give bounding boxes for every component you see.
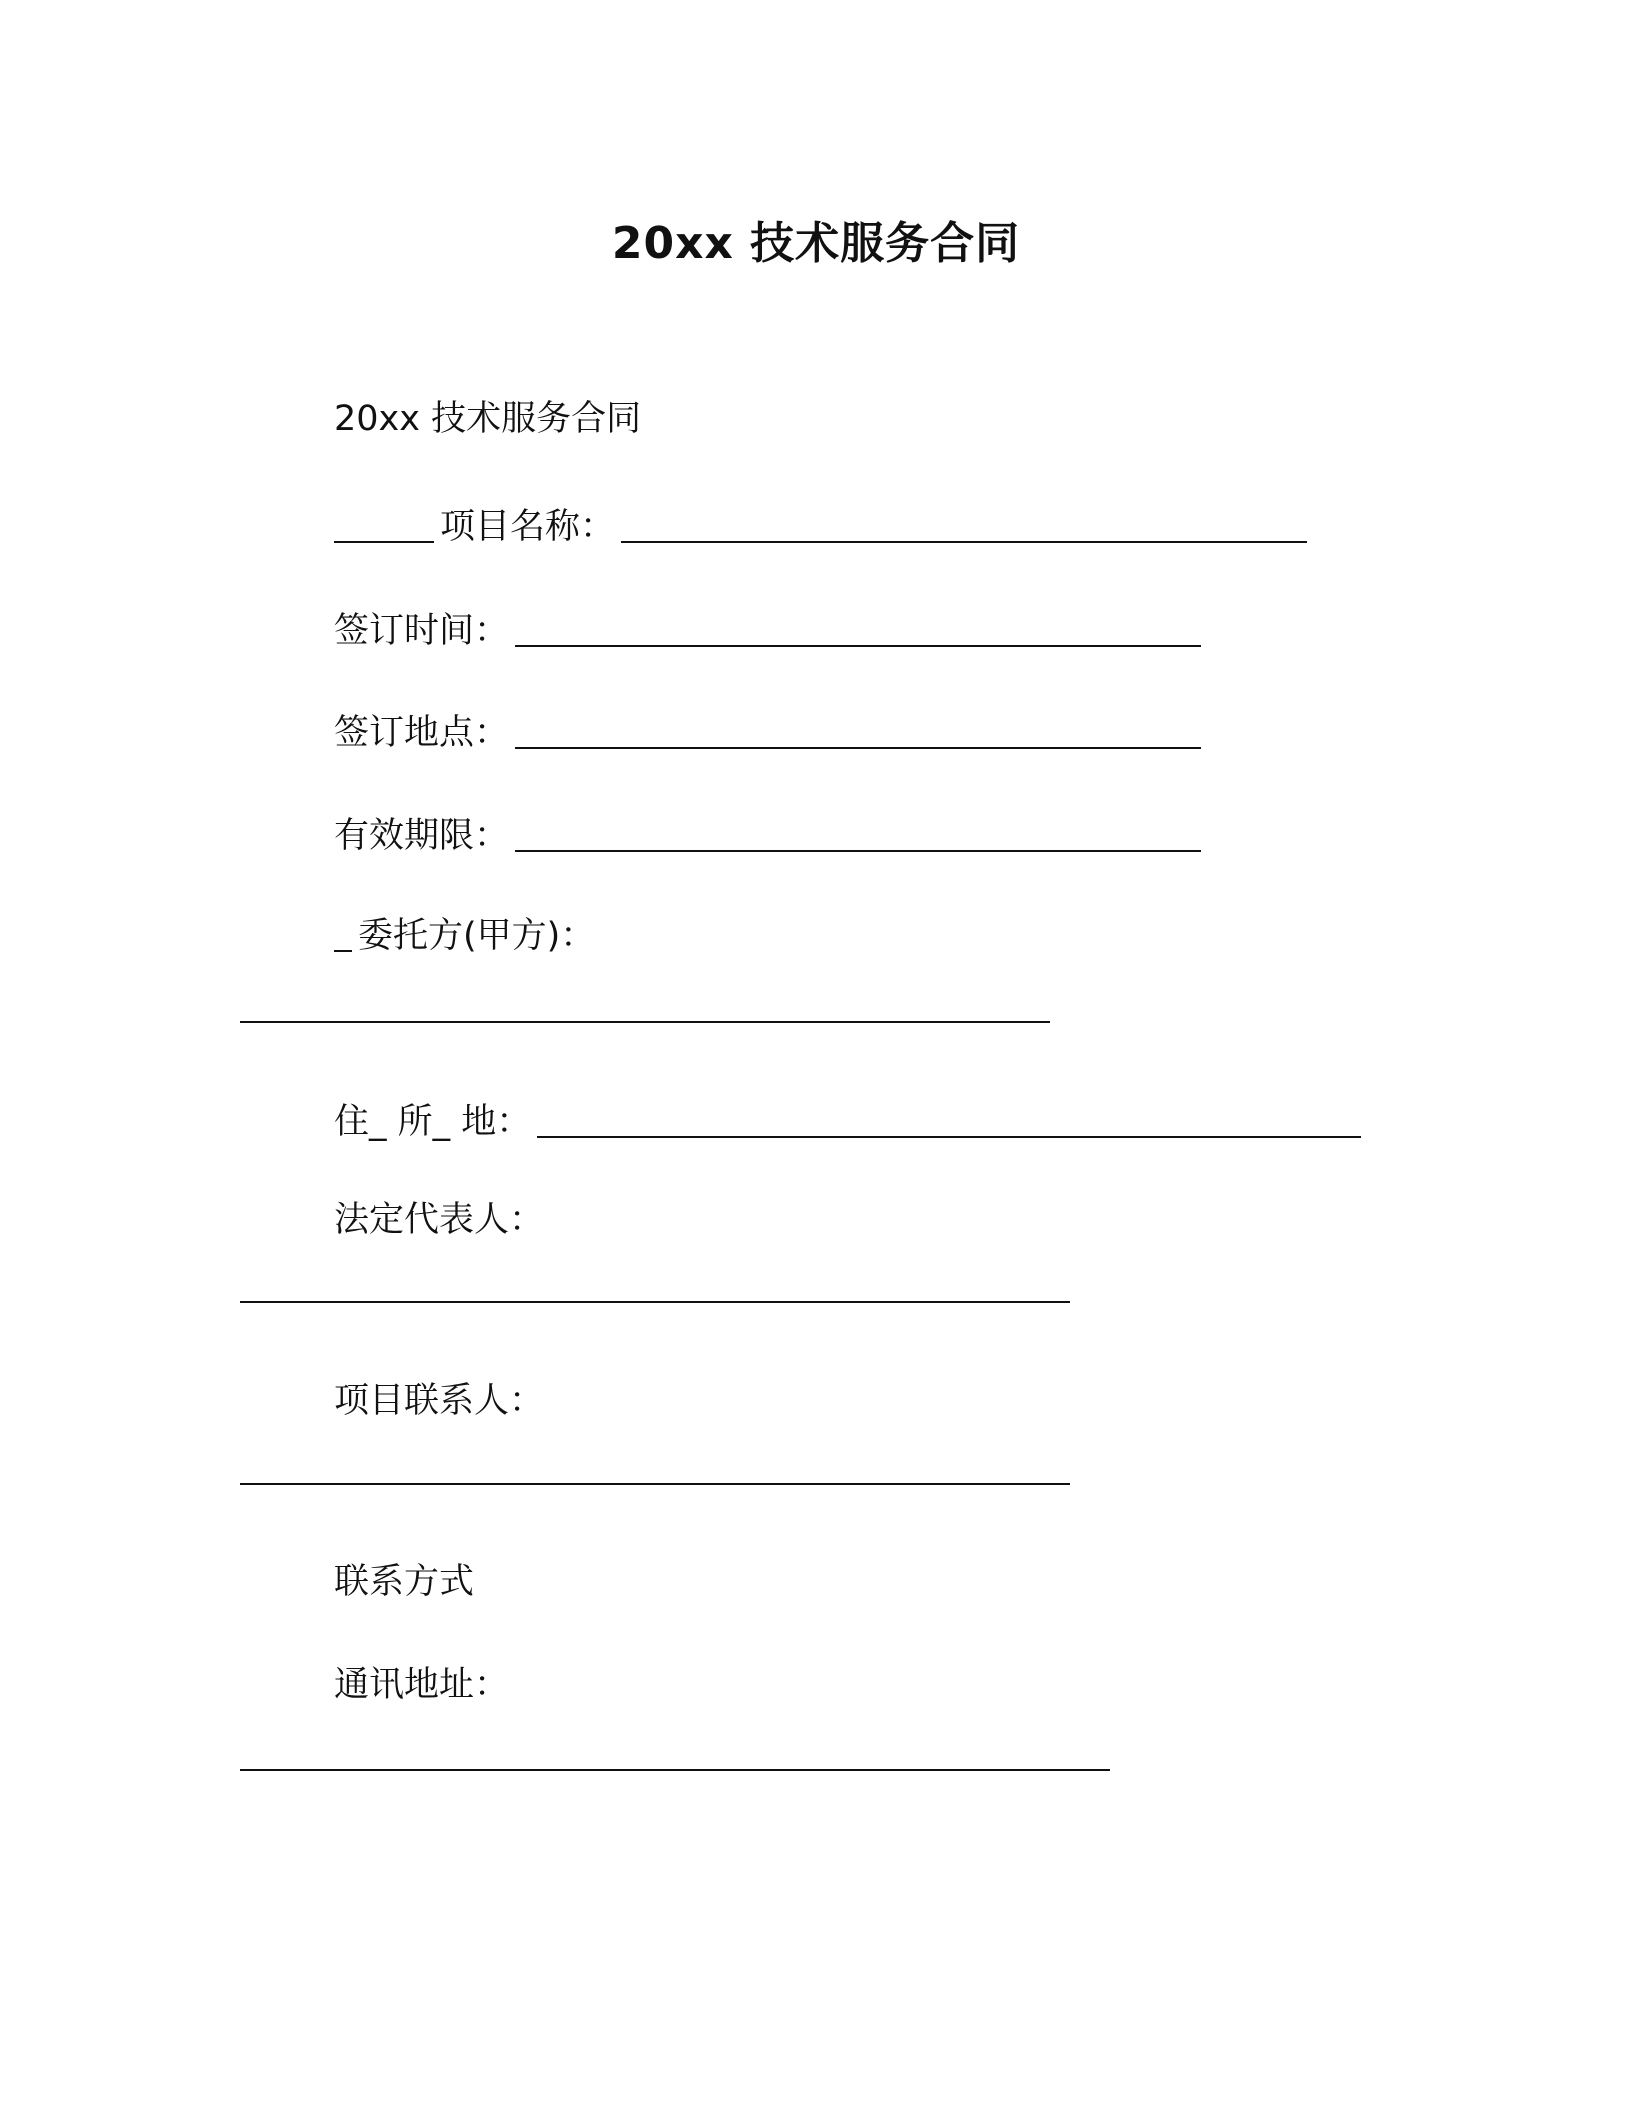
client-row	[334, 916, 596, 956]
sign-place-label: 签订地点：	[334, 713, 510, 753]
client-label: 委托方(甲方)：	[358, 916, 596, 956]
legal-rep-label: 法定代表人：	[334, 1200, 545, 1240]
project-contact-row	[334, 1381, 545, 1421]
residence-label: 住_ 所_ 地：	[334, 1102, 532, 1142]
client-line	[240, 1020, 1050, 1025]
document-subtitle	[334, 399, 642, 439]
document-title: 20xx 技术服务合同	[611, 218, 1021, 269]
contact-method-row	[334, 1562, 475, 1602]
sign-time-row	[334, 611, 1201, 651]
valid-period-row	[334, 816, 1201, 856]
residence-field[interactable]	[537, 1135, 1361, 1138]
residence-row	[334, 1102, 1361, 1142]
sign-place-row	[334, 713, 1201, 753]
project-name-row	[334, 507, 1307, 547]
project-name-field[interactable]	[621, 540, 1307, 543]
project-name-prefix-blank[interactable]	[334, 540, 434, 543]
legal-rep-field[interactable]	[240, 1300, 1070, 1303]
mail-address-field[interactable]	[240, 1768, 1110, 1771]
valid-period-label: 有效期限：	[334, 816, 510, 856]
project-contact-field[interactable]	[240, 1482, 1070, 1485]
project-contact-label: 项目联系人：	[334, 1381, 545, 1421]
sign-time-field[interactable]	[515, 644, 1201, 647]
legal-rep-row	[334, 1200, 545, 1240]
subtitle-text: 20xx 技术服务合同	[334, 399, 642, 439]
mail-address-label: 通讯地址：	[334, 1665, 510, 1705]
project-name-label: 项目名称：	[440, 507, 616, 547]
project-contact-line	[240, 1482, 1070, 1487]
sign-place-field[interactable]	[515, 746, 1201, 749]
legal-rep-line	[240, 1300, 1070, 1305]
client-field[interactable]	[240, 1020, 1050, 1023]
client-prefix-blank[interactable]	[334, 949, 352, 952]
mail-address-row	[334, 1665, 510, 1705]
valid-period-field[interactable]	[515, 849, 1201, 852]
sign-time-label: 签订时间：	[334, 611, 510, 651]
contact-method-label: 联系方式	[334, 1562, 475, 1602]
mail-address-line	[240, 1768, 1110, 1773]
